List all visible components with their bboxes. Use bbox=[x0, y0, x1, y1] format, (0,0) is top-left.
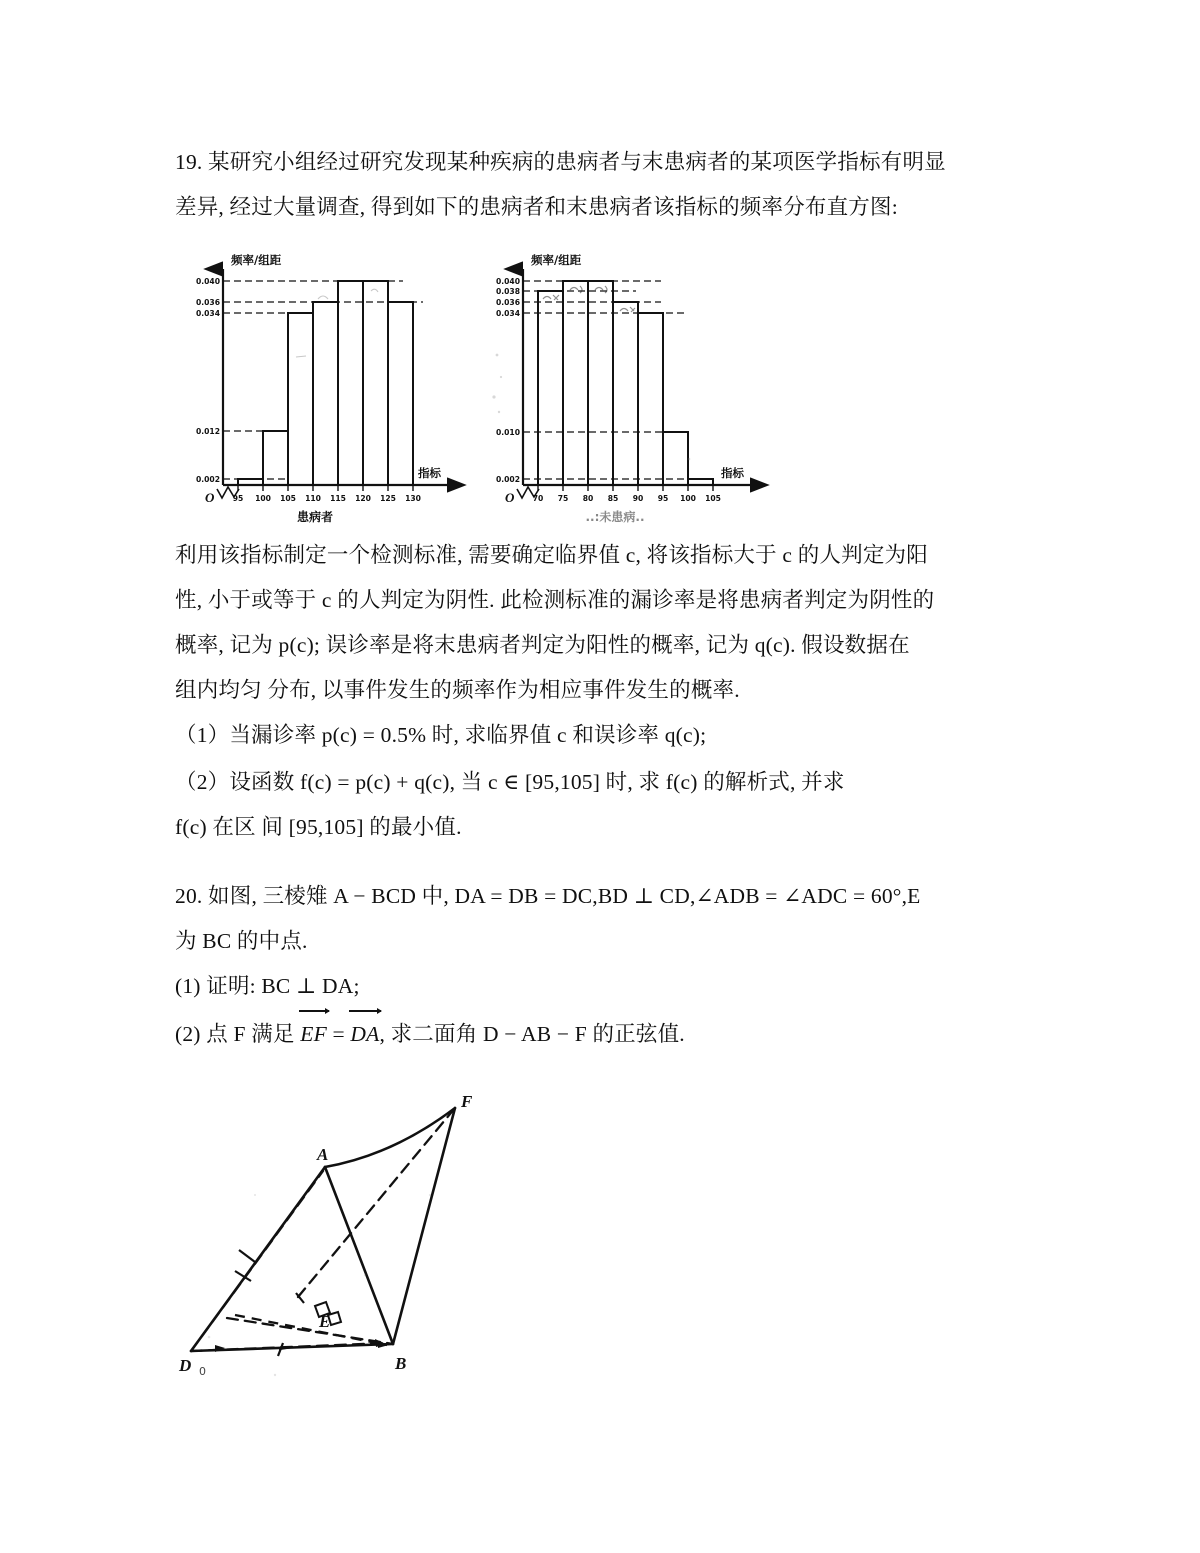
svg-text:0.034: 0.034 bbox=[495, 309, 520, 318]
q20-sub-2-suffix: , 求二面角 D − AB − F 的正弦值. bbox=[379, 1022, 685, 1046]
vector-da: DA bbox=[350, 1022, 380, 1046]
svg-text:0.040: 0.040 bbox=[495, 277, 520, 286]
vector-ef: EF bbox=[300, 1022, 327, 1046]
svg-text:130: 130 bbox=[405, 494, 421, 503]
svg-text:75: 75 bbox=[557, 494, 569, 503]
svg-text:95: 95 bbox=[657, 494, 669, 503]
geo-label-B: B bbox=[395, 1354, 407, 1373]
histograms-container bbox=[175, 237, 795, 527]
svg-text:95: 95 bbox=[232, 494, 244, 503]
chart1-guides bbox=[223, 281, 423, 479]
svg-text:0.010: 0.010 bbox=[495, 428, 520, 437]
q19-sub-1: （1）当漏诊率 p(c) = 0.5% 时, 求临界值 c 和误诊率 q(c); bbox=[175, 723, 707, 747]
histogram-non-patients-svg bbox=[475, 237, 780, 527]
chart1-x-ticks bbox=[233, 494, 421, 503]
geo-median-dashed bbox=[235, 1315, 387, 1345]
chart2-bars bbox=[538, 281, 713, 485]
q20-sub-2-mid: = bbox=[326, 1022, 351, 1046]
geo-label-E: E bbox=[319, 1312, 331, 1331]
chart1-caption: 患病者 bbox=[296, 510, 334, 524]
svg-text:0.038: 0.038 bbox=[495, 287, 520, 296]
svg-text:115: 115 bbox=[330, 494, 346, 503]
svg-text:105: 105 bbox=[705, 494, 721, 503]
geo-label-D: D bbox=[179, 1356, 192, 1375]
q19-sub-2-line-1: （2）设函数 f(c) = p(c) + q(c), 当 c ∈ [95,105] 时, 求 f(c) 的解析式, 并求 bbox=[175, 770, 845, 794]
q19-sub-2-line-2: f(c) 在区 间 [95,105] 的最小值. bbox=[175, 815, 462, 839]
q20-sub-2-prefix: (2) 点 F 满足 bbox=[175, 1022, 301, 1046]
geo-label-F: F bbox=[461, 1092, 473, 1111]
svg-text:125: 125 bbox=[380, 494, 396, 503]
q19-stem-line-2: 差异, 经过大量调查, 得到如下的患病者和末患病者该指标的频率分布直方图: bbox=[175, 195, 898, 219]
q20-stem-line-1: 20. 如图, 三棱雉 A − BCD 中, DA = DB = DC,BD ⊥ CD,∠ADB = ∠ADC = 60°,E bbox=[175, 884, 921, 908]
svg-text:80: 80 bbox=[582, 494, 594, 503]
svg-text:0.036: 0.036 bbox=[495, 298, 520, 307]
chart2-x-axis-title: 指标 bbox=[721, 466, 744, 480]
q19-para-line-2: 性, 小于或等于 c 的人判定为阴性. 此检测标准的漏诊率是将患病者判定为阴性的 bbox=[175, 588, 935, 612]
chart1-y-axis-title: 频率/组距 bbox=[231, 253, 282, 267]
svg-text:0.002: 0.002 bbox=[195, 475, 220, 484]
geometry-figure-svg bbox=[165, 1075, 505, 1405]
chart1-y-ticks bbox=[196, 277, 220, 484]
svg-text:0.012: 0.012 bbox=[195, 427, 220, 436]
q19-para-line-4: 组内均匀 分布, 以事件发生的频率作为相应事件发生的概率. bbox=[175, 678, 740, 702]
chart2-x-ticks bbox=[533, 494, 721, 503]
histogram-patients bbox=[175, 237, 475, 527]
chart2-y-ticks bbox=[496, 277, 520, 484]
geo-tick-marks bbox=[235, 1250, 304, 1356]
chart1-bars bbox=[238, 281, 413, 485]
svg-text:70: 70 bbox=[532, 494, 544, 503]
q19-para-line-1: 利用该指标制定一个检测标准, 需要确定临界值 c, 将该指标大于 c 的人判定为阳 bbox=[175, 543, 928, 567]
q20-sub-2 bbox=[175, 1012, 1060, 1057]
svg-text:0.002: 0.002 bbox=[495, 475, 520, 484]
svg-text:90: 90 bbox=[632, 494, 644, 503]
svg-text:0.036: 0.036 bbox=[195, 298, 220, 307]
q20-sub-1: (1) 证明: BC ⊥ DA; bbox=[175, 974, 360, 998]
chart2-origin-label: O bbox=[505, 490, 515, 505]
chart2-guides bbox=[523, 281, 711, 479]
chart2-y-axis-title: 频率/组距 bbox=[531, 253, 582, 267]
svg-text:100: 100 bbox=[255, 494, 271, 503]
svg-text:110: 110 bbox=[305, 494, 321, 503]
svg-text:0.034: 0.034 bbox=[195, 309, 220, 318]
geometry-figure-tetrahedron bbox=[165, 1075, 505, 1410]
svg-text:0.040: 0.040 bbox=[195, 277, 220, 286]
chart2-caption: ..:未患病.. bbox=[585, 510, 645, 524]
q19-para-line-3: 概率, 记为 p(c); 误诊率是将末患病者判定为阳性的概率, 记为 q(c). 假设数据在 bbox=[175, 633, 910, 657]
chart1-origin-label: O bbox=[205, 490, 215, 505]
geo-stray-mark: 0 bbox=[199, 1365, 206, 1378]
q19-stem-line-1: 19. 某研究小组经过研究发现某种疾病的患病者与末患病者的某项医学指标有明显 bbox=[175, 150, 946, 174]
q20-stem-line-2: 为 BC 的中点. bbox=[175, 929, 308, 953]
chart1-x-axis-title: 指标 bbox=[418, 466, 441, 480]
svg-text:105: 105 bbox=[280, 494, 296, 503]
histogram-patients-svg bbox=[175, 237, 475, 527]
geo-label-A: A bbox=[317, 1145, 329, 1164]
svg-text:120: 120 bbox=[355, 494, 371, 503]
svg-text:100: 100 bbox=[680, 494, 696, 503]
svg-text:85: 85 bbox=[607, 494, 619, 503]
histogram-non-patients bbox=[475, 237, 780, 527]
